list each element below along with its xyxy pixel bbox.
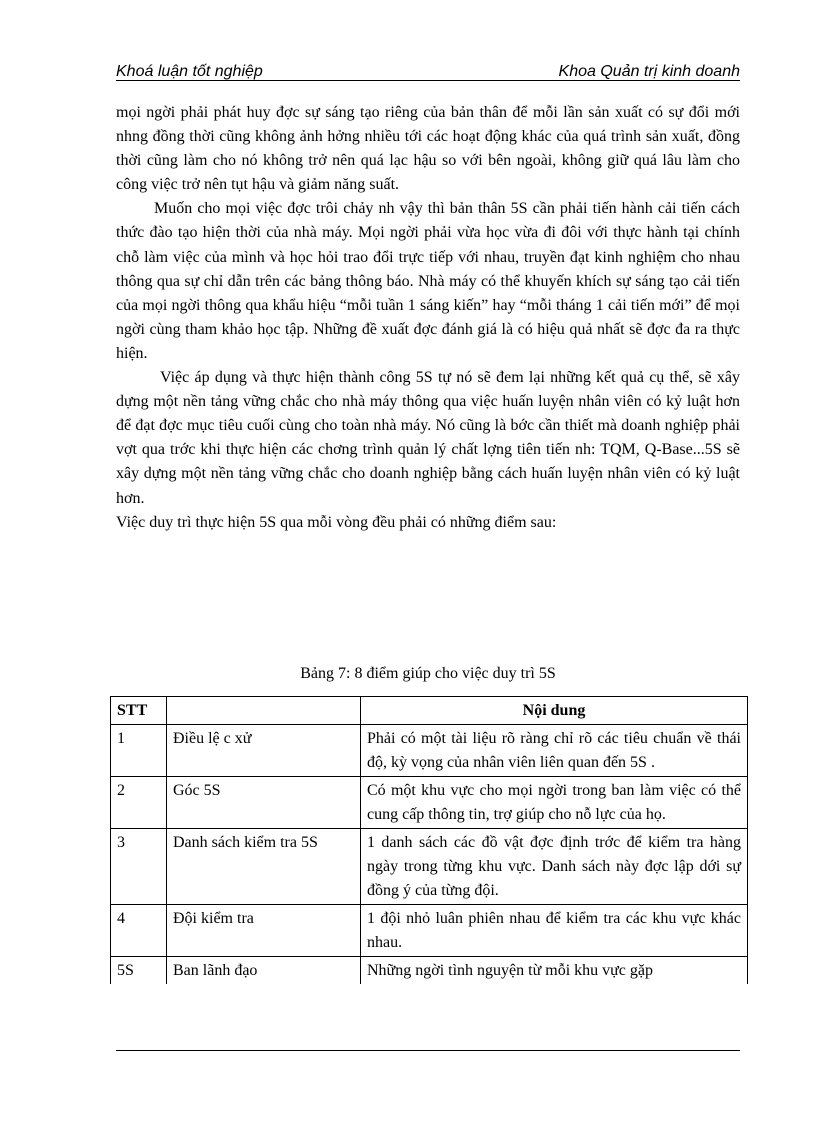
header-content: Nội dung	[361, 697, 748, 725]
cell-content: 1 đội nhỏ luân phiên nhau để kiểm tra các khu vực khác nhau.	[361, 905, 748, 957]
paragraph-4: Việc duy trì thực hiện 5S qua mỗi vòng đều phải có những điểm sau:	[116, 513, 557, 531]
header-divider	[116, 80, 740, 81]
table-caption: Bảng 7: 8 điểm giúp cho việc duy trì 5S	[300, 665, 556, 682]
cell-content: Phải có một tài liệu rõ ràng chỉ rõ các tiêu chuẩn về thái độ, kỳ vọng của nhân viên liên quan đến 5S .	[361, 725, 748, 777]
page-header	[116, 62, 740, 82]
table-row	[111, 725, 748, 777]
header-faculty: Khoa Quản trị kinh doanh	[558, 63, 740, 80]
footer-divider	[116, 1050, 740, 1051]
table-row	[111, 829, 748, 905]
header-stt: STT	[111, 697, 167, 725]
table-header-row	[111, 697, 748, 725]
cell-stt: 4	[111, 905, 167, 957]
cell-item: Đội kiểm tra	[167, 905, 361, 957]
cell-item: Danh sách kiểm tra 5S	[167, 829, 361, 905]
cell-stt: 1	[111, 725, 167, 777]
cell-item: Ban lãnh đạo	[167, 957, 361, 985]
cell-item: Điều lệ c xử	[167, 725, 361, 777]
cell-item: Góc 5S	[167, 777, 361, 829]
body-text	[116, 101, 740, 535]
cell-content: Những ngời tình nguyện từ mỗi khu vực gặp	[361, 957, 748, 985]
paragraph-3: Việc áp dụng và thực hiện thành công 5S tự nó sẽ đem lại những kết quả cụ thể, sẽ xây dựng một nền tảng vững chắc cho nhà máy thông qua việc huấn luyện nhân viên có kỷ luật hơn để đạt đợc mục tiêu cuối cùng cho toàn nhà máy. Nó cũng là bớc cần thiết mà doanh nghiệp phải vợt qua trớc khi thực hiện các chơng trình quản lý chất lợng tiên tiến nh: TQM, Q-Base...5S sẽ xây dựng một nền tảng vững chắc cho doanh nghiệp bằng cách huấn luyện nhân viên có kỷ luật hơn.	[116, 369, 740, 507]
maintenance-points-table	[110, 696, 748, 984]
table-row	[111, 777, 748, 829]
table-row	[111, 905, 748, 957]
table-row	[111, 957, 748, 985]
cell-stt: 2	[111, 777, 167, 829]
header-thesis-title: Khoá luận tốt nghiệp	[116, 63, 263, 80]
paragraph-2: Muốn cho mọi việc đợc trôi chảy nh vậy thì bản thân 5S cần phải tiến hành cải tiến cách thức đào tạo hiện thời của nhà máy. Mọi ngời phải vừa học vừa đi đôi với thực hành tại chính chỗ làm việc của mình và học hỏi trao đổi trực tiếp với nhau, truyền đạt kinh nghiệm cho nhau thông qua sự chỉ dẫn trên các bảng thông báo. Nhà máy có thể khuyến khích sự sáng tạo cải tiến của mọi ngời thông qua khẩu hiệu “mỗi tuần 1 sáng kiến” hay “mỗi tháng 1 cải tiến mới” để mọi ngời cùng tham khảo học tập. Những đề xuất đợc đánh giá là có hiệu quả nhất sẽ đợc đa ra thực hiện.	[116, 200, 740, 362]
cell-content: 1 danh sách các đồ vật đợc định trớc để kiểm tra hàng ngày trong từng khu vực. Danh sách này đợc lập dới sự đồng ý của từng đội.	[361, 829, 748, 905]
cell-stt: 5S	[111, 957, 167, 985]
header-item	[167, 697, 361, 725]
cell-stt: 3	[111, 829, 167, 905]
cell-content: Có một khu vực cho mọi ngời trong ban làm việc có thể cung cấp thông tin, trợ giúp cho nỗ lực của họ.	[361, 777, 748, 829]
paragraph-1: mọi ngời phải phát huy đợc sự sáng tạo riêng của bản thân để mỗi lần sản xuất có sự đổi mới nhng đồng thời cũng không ảnh hởng nhiều tới các hoạt động khác của quá trình sản xuất, đồng thời cũng làm cho nó không trở nên quá lạc hậu so với bên ngoài, không giữ quá lâu làm cho công việc trở nên tụt hậu và giảm năng suất.	[116, 104, 740, 194]
